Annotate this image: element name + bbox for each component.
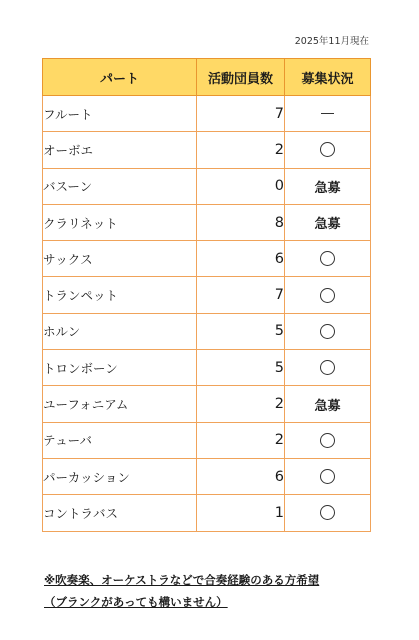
status-urgent: 急募	[285, 204, 371, 240]
part-name: パーカッション	[43, 458, 197, 494]
table-row	[43, 495, 371, 531]
status-open	[285, 241, 371, 277]
status-urgent: 急募	[285, 386, 371, 422]
recruitment-table	[42, 58, 371, 532]
member-count: 8	[197, 204, 285, 240]
member-count: 2	[197, 386, 285, 422]
table-row	[43, 96, 371, 132]
status-open	[285, 422, 371, 458]
table-header-row	[43, 59, 371, 96]
status-urgent: 急募	[285, 168, 371, 204]
part-name: ホルン	[43, 313, 197, 349]
member-count: 7	[197, 96, 285, 132]
header-part: パート	[43, 59, 197, 96]
member-count: 5	[197, 350, 285, 386]
member-count: 0	[197, 168, 285, 204]
table-row	[43, 204, 371, 240]
status-open	[285, 495, 371, 531]
as-of-date: 2025年11月現在	[294, 36, 369, 47]
table-row	[43, 422, 371, 458]
table-row	[43, 350, 371, 386]
member-count: 6	[197, 241, 285, 277]
part-name: コントラバス	[43, 495, 197, 531]
circle-icon	[320, 324, 335, 339]
status-open	[285, 458, 371, 494]
header-status: 募集状況	[285, 59, 371, 96]
circle-icon	[320, 360, 335, 375]
dash-icon	[321, 113, 334, 114]
member-count: 1	[197, 495, 285, 531]
status-open	[285, 313, 371, 349]
status-open	[285, 132, 371, 168]
part-name: サックス	[43, 241, 197, 277]
member-count: 7	[197, 277, 285, 313]
table-row	[43, 241, 371, 277]
part-name: フルート	[43, 96, 197, 132]
circle-icon	[320, 469, 335, 484]
note-blank-ok: （ブランクがあっても構いません）	[44, 595, 228, 609]
circle-icon	[320, 433, 335, 448]
table-row	[43, 168, 371, 204]
member-count: 5	[197, 313, 285, 349]
table-row	[43, 132, 371, 168]
note-experience: ※吹奏楽、オーケストラなどで合奏経験のある方希望	[44, 573, 320, 587]
member-count: 2	[197, 422, 285, 458]
part-name: バスーン	[43, 168, 197, 204]
status-none	[285, 96, 371, 132]
header-count: 活動団員数	[197, 59, 285, 96]
table-row	[43, 277, 371, 313]
circle-icon	[320, 251, 335, 266]
table-row	[43, 458, 371, 494]
part-name: トランペット	[43, 277, 197, 313]
circle-icon	[320, 505, 335, 520]
member-count: 6	[197, 458, 285, 494]
part-name: クラリネット	[43, 204, 197, 240]
member-count: 2	[197, 132, 285, 168]
circle-icon	[320, 142, 335, 157]
part-name: テューバ	[43, 422, 197, 458]
circle-icon	[320, 288, 335, 303]
table-row	[43, 313, 371, 349]
table-row	[43, 386, 371, 422]
part-name: ユーフォニアム	[43, 386, 197, 422]
status-open	[285, 350, 371, 386]
part-name: オーボエ	[43, 132, 197, 168]
part-name: トロンボーン	[43, 350, 197, 386]
status-open	[285, 277, 371, 313]
